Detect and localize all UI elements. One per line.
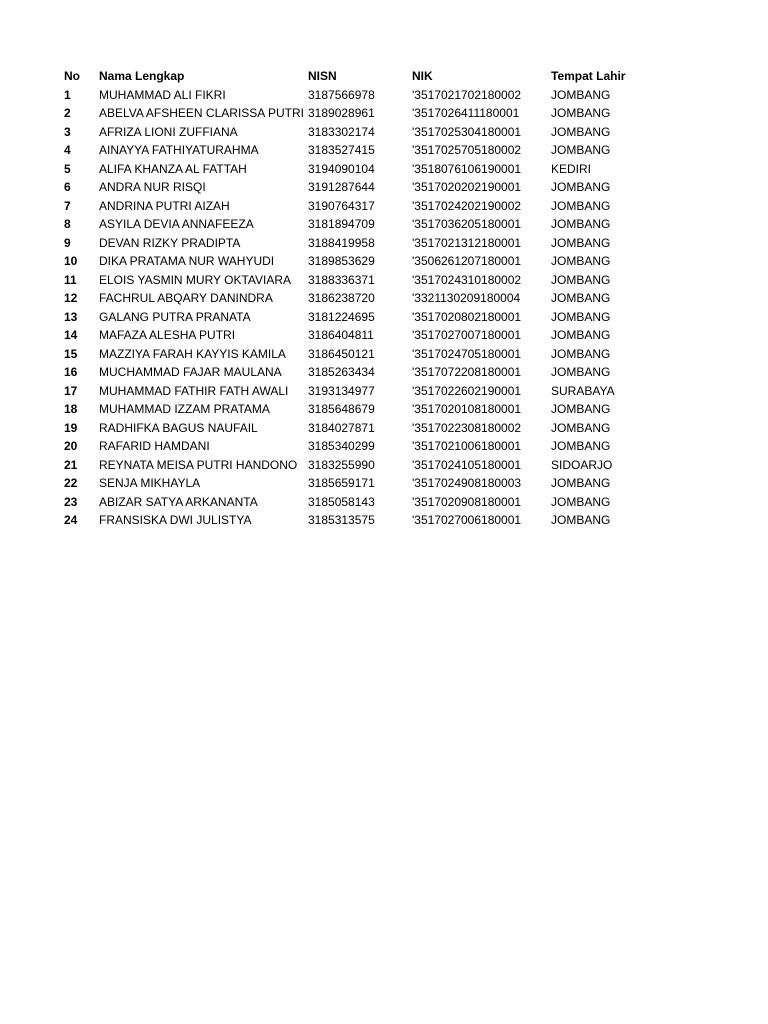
cell-nama-lengkap: ANDRINA PUTRI AIZAH — [99, 198, 230, 213]
cell-no: 5 — [64, 161, 71, 176]
cell-nik: '3517022602190001 — [412, 383, 522, 398]
cell-tempat-lahir: JOMBANG — [551, 346, 611, 361]
table-row — [64, 252, 651, 271]
cell-nik: '3517024105180001 — [412, 457, 522, 472]
cell-nisn: 3185263434 — [308, 365, 375, 379]
cell-nama-lengkap: RADHIFKA BAGUS NAUFAIL — [99, 420, 258, 435]
cell-nama-lengkap: AINAYYA FATHIYATURAHMA — [99, 143, 259, 157]
cell-nama-lengkap: MAZZIYA FARAH KAYYIS KAMILA — [99, 346, 286, 361]
cell-no: 3 — [64, 124, 71, 139]
table-row — [64, 271, 651, 290]
cell-nik: '3517024705180001 — [412, 346, 522, 361]
cell-nik: '3517036205180001 — [412, 217, 522, 231]
cell-nik: '3517027007180001 — [412, 328, 522, 342]
cell-nisn: 3189028961 — [308, 106, 375, 120]
cell-nama-lengkap: MUHAMMAD IZZAM PRATAMA — [99, 402, 270, 416]
cell-tempat-lahir: JOMBANG — [551, 309, 611, 324]
header-nisn: NISN — [308, 69, 337, 83]
cell-nama-lengkap: REYNATA MEISA PUTRI HANDONO — [99, 457, 298, 472]
cell-nama-lengkap: MUCHAMMAD FAJAR MAULANA — [99, 365, 282, 379]
table-row — [64, 419, 651, 438]
cell-tempat-lahir: JOMBANG — [551, 365, 611, 379]
cell-nik: '3517021702180002 — [412, 87, 522, 102]
table-row — [64, 493, 651, 512]
cell-nik: '3517025304180001 — [412, 124, 522, 139]
cell-nisn: 3188336371 — [308, 272, 375, 287]
table-row — [64, 345, 651, 364]
table-row — [64, 437, 651, 456]
cell-tempat-lahir: JOMBANG — [551, 328, 611, 342]
table-row — [64, 308, 651, 327]
cell-nisn: 3186238720 — [308, 291, 375, 305]
table-body — [64, 86, 651, 530]
cell-tempat-lahir: JOMBANG — [551, 402, 611, 416]
cell-tempat-lahir: SIDOARJO — [551, 457, 613, 472]
cell-nama-lengkap: AFRIZA LIONI ZUFFIANA — [99, 124, 238, 139]
cell-tempat-lahir: JOMBANG — [551, 420, 611, 435]
cell-nama-lengkap: ALIFA KHANZA AL FATTAH — [99, 161, 247, 176]
cell-no: 18 — [64, 402, 78, 416]
cell-nik: '3517021006180001 — [412, 439, 522, 453]
cell-nama-lengkap: MAFAZA ALESHA PUTRI — [99, 328, 236, 342]
table-row — [64, 234, 651, 253]
header-nik: NIK — [412, 69, 433, 83]
cell-nama-lengkap: ANDRA NUR RISQI — [99, 180, 206, 194]
cell-tempat-lahir: JOMBANG — [551, 513, 611, 527]
cell-no: 10 — [64, 254, 78, 268]
table-row — [64, 474, 651, 493]
cell-tempat-lahir: KEDIRI — [551, 161, 592, 176]
cell-no: 17 — [64, 383, 78, 398]
student-table-container — [64, 67, 651, 530]
cell-nama-lengkap: RAFARID HAMDANI — [99, 439, 210, 453]
table-row — [64, 363, 651, 382]
cell-nisn: 3190764317 — [308, 198, 375, 213]
table-row — [64, 197, 651, 216]
cell-nik: '3517020108180001 — [412, 402, 522, 416]
cell-nama-lengkap: DIKA PRATAMA NUR WAHYUDI — [99, 254, 275, 268]
cell-nik: '3517020202190001 — [412, 180, 522, 194]
cell-no: 6 — [64, 180, 71, 194]
cell-tempat-lahir: SURABAYA — [551, 383, 615, 398]
cell-nama-lengkap: FRANSISKA DWI JULISTYA — [99, 513, 252, 527]
cell-nisn: 3189853629 — [308, 254, 375, 268]
student-table — [64, 67, 651, 530]
cell-nisn: 3185659171 — [308, 476, 375, 490]
cell-tempat-lahir: JOMBANG — [551, 180, 611, 194]
cell-nisn: 3181224695 — [308, 309, 375, 324]
table-header-row — [64, 67, 651, 86]
cell-nama-lengkap: DEVAN RIZKY PRADIPTA — [99, 235, 241, 250]
cell-nisn: 3181894709 — [308, 217, 375, 231]
cell-nama-lengkap: GALANG PUTRA PRANATA — [99, 309, 251, 324]
cell-nisn: 3188419958 — [308, 235, 375, 250]
cell-tempat-lahir: JOMBANG — [551, 476, 611, 490]
cell-nisn: 3185340299 — [308, 439, 375, 453]
cell-nik: '3517027006180001 — [412, 513, 522, 527]
cell-nama-lengkap: SENJA MIKHAYLA — [99, 476, 201, 490]
table-row — [64, 456, 651, 475]
cell-nik: '3517020908180001 — [412, 494, 522, 509]
cell-nik: '3517025705180002 — [412, 143, 522, 157]
table-row — [64, 326, 651, 345]
cell-nik: '3517024908180003 — [412, 476, 522, 490]
cell-tempat-lahir: JOMBANG — [551, 439, 611, 453]
cell-nisn: 3183527415 — [308, 143, 375, 157]
header-no: No — [64, 69, 80, 83]
cell-no: 22 — [64, 476, 78, 490]
cell-nama-lengkap: FACHRUL ABQARY DANINDRA — [99, 291, 273, 305]
cell-tempat-lahir: JOMBANG — [551, 217, 611, 231]
cell-nisn: 3184027871 — [308, 420, 375, 435]
cell-tempat-lahir: JOMBANG — [551, 198, 611, 213]
cell-tempat-lahir: JOMBANG — [551, 106, 611, 120]
cell-nama-lengkap: MUHAMMAD FATHIR FATH AWALI — [99, 383, 289, 398]
cell-no: 9 — [64, 235, 71, 250]
table-row — [64, 215, 651, 234]
cell-tempat-lahir: JOMBANG — [551, 494, 611, 509]
cell-nama-lengkap: ABELVA AFSHEEN CLARISSA PUTRI — [99, 106, 304, 120]
cell-no: 21 — [64, 457, 78, 472]
cell-nisn: 3185313575 — [308, 513, 375, 527]
cell-no: 24 — [64, 513, 78, 527]
cell-nisn: 3186404811 — [308, 328, 374, 342]
table-row — [64, 289, 651, 308]
table-row — [64, 104, 651, 123]
cell-nik: '3518076106190001 — [412, 161, 522, 176]
cell-nama-lengkap: ABIZAR SATYA ARKANANTA — [99, 494, 258, 509]
cell-no: 2 — [64, 106, 71, 120]
cell-nama-lengkap: ELOIS YASMIN MURY OKTAVIARA — [99, 272, 292, 287]
cell-nik: '3517021312180001 — [412, 235, 522, 250]
header-nama-lengkap: Nama Lengkap — [99, 69, 185, 83]
cell-tempat-lahir: JOMBANG — [551, 272, 611, 287]
cell-nik: '3517072208180001 — [412, 365, 522, 379]
cell-no: 14 — [64, 328, 78, 342]
cell-nik: '3517026411180001 — [412, 106, 520, 120]
header-tempat-lahir: Tempat Lahir — [551, 69, 626, 83]
cell-nama-lengkap: ASYILA DEVIA ANNAFEEZA — [99, 217, 254, 231]
table-row — [64, 178, 651, 197]
table-row — [64, 123, 651, 142]
cell-no: 20 — [64, 439, 78, 453]
table-row — [64, 382, 651, 401]
cell-no: 16 — [64, 365, 78, 379]
cell-no: 23 — [64, 494, 78, 509]
cell-no: 7 — [64, 198, 71, 213]
cell-no: 19 — [64, 420, 78, 435]
cell-no: 4 — [64, 143, 71, 157]
cell-nama-lengkap: MUHAMMAD ALI FIKRI — [99, 87, 226, 102]
cell-no: 12 — [64, 291, 78, 305]
cell-nik: '3517022308180002 — [412, 420, 522, 435]
cell-nisn: 3193134977 — [308, 383, 375, 398]
cell-tempat-lahir: JOMBANG — [551, 291, 611, 305]
table-row — [64, 86, 651, 105]
table-row — [64, 141, 651, 160]
cell-no: 13 — [64, 309, 78, 324]
cell-nik: '3321130209180004 — [412, 291, 521, 305]
cell-tempat-lahir: JOMBANG — [551, 87, 611, 102]
cell-no: 8 — [64, 217, 71, 231]
cell-nisn: 3194090104 — [308, 161, 375, 176]
cell-nik: '3517024310180002 — [412, 272, 522, 287]
cell-tempat-lahir: JOMBANG — [551, 254, 611, 268]
table-row — [64, 160, 651, 179]
cell-nisn: 3185058143 — [308, 494, 375, 509]
cell-tempat-lahir: JOMBANG — [551, 235, 611, 250]
cell-nisn: 3183255990 — [308, 457, 375, 472]
cell-nisn: 3185648679 — [308, 402, 375, 416]
cell-no: 1 — [64, 87, 71, 102]
cell-nisn: 3191287644 — [308, 180, 375, 194]
cell-tempat-lahir: JOMBANG — [551, 143, 611, 157]
table-row — [64, 511, 651, 530]
cell-no: 11 — [64, 272, 77, 287]
table-row — [64, 400, 651, 419]
cell-nik: '3517024202190002 — [412, 198, 522, 213]
cell-nik: '3506261207180001 — [412, 254, 522, 268]
cell-nisn: 3183302174 — [308, 124, 375, 139]
cell-tempat-lahir: JOMBANG — [551, 124, 611, 139]
cell-no: 15 — [64, 346, 78, 361]
cell-nik: '3517020802180001 — [412, 309, 522, 324]
cell-nisn: 3186450121 — [308, 346, 375, 361]
cell-nisn: 3187566978 — [308, 87, 375, 102]
